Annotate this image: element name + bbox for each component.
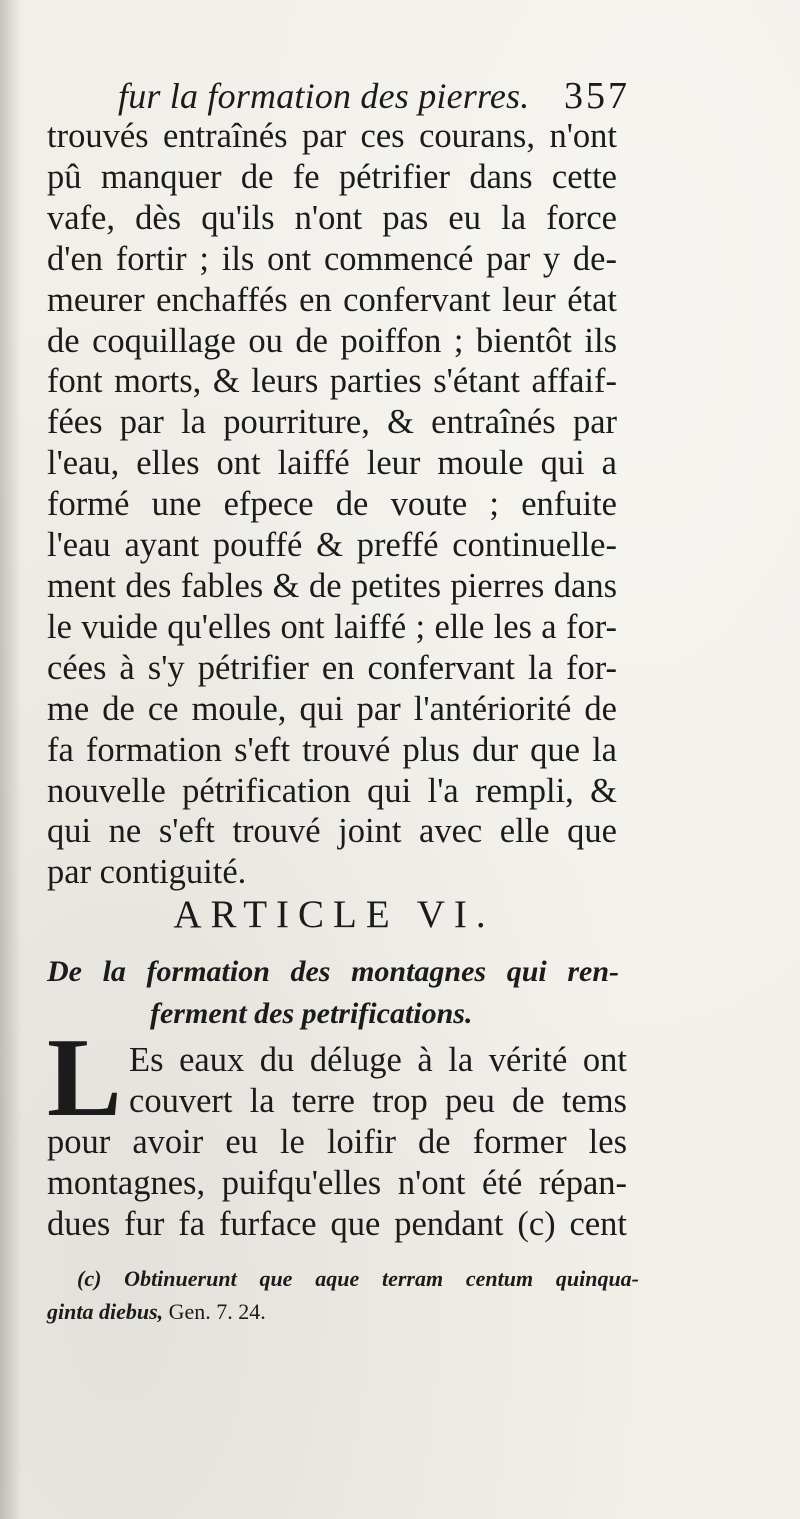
page-header (118, 74, 630, 118)
text-line: trouvés entraînés par ces courans, n'ont (47, 117, 617, 155)
text-line: cées à s'y pétrifier en confervant la for- (47, 648, 617, 687)
text-line: le vuide qu'elles ont laiffé ; elle les a for- (47, 607, 617, 646)
text-line: qui ne s'eft trouvé joint avec elle que (47, 812, 617, 851)
footnote-line: (c) Obtinuerunt que aque terram centum quinqua- (77, 1266, 639, 1291)
footnote (47, 1262, 639, 1328)
text-line: vafe, dès qu'ils n'ont pas eu la force (47, 198, 617, 237)
text-line: font morts, & leurs parties s'étant affaif- (47, 362, 617, 401)
text-line: dues fur fa furface que pendant (c) cent (47, 1204, 627, 1243)
footnote-line (47, 1295, 639, 1328)
text-line: l'eau ayant pouffé & preffé continuelle- (47, 526, 617, 565)
text-line: pour avoir eu le loifir de former les (47, 1122, 627, 1161)
text-line: me de ce moule, qui par l'antériorité de (47, 689, 617, 728)
subtitle-line: De la formation des montagnes qui ren- (47, 955, 619, 988)
text-line: Es eaux du déluge à la vérité ont (129, 1041, 627, 1079)
article-subtitle (47, 951, 619, 1035)
text-line: d'en fortir ; ils ont commencé par y de- (47, 239, 617, 278)
text-line: fa formation s'eft trouvé plus dur que la (47, 730, 617, 769)
footnote-reference: Gen. 7. 24. (168, 1299, 266, 1324)
text-line: formé une efpece de voute ; enfuite (47, 485, 617, 524)
text-line: couvert la terre trop peu de tems (129, 1081, 627, 1120)
text-line: de coquillage ou de poiffon ; bientôt ils (47, 321, 617, 360)
subtitle-line: ferment des petrifications. (150, 997, 473, 1030)
text-line: fées par la pourriture, & entraînés par (47, 403, 617, 442)
text-line: l'eau, elles ont laiffé leur moule qui a (47, 444, 617, 483)
text-line: par contiguité. (47, 853, 247, 892)
text-line: meurer enchaffés en confervant leur état (47, 280, 617, 319)
text-line: pû manquer de fe pétrifier dans cette (47, 157, 617, 196)
running-title: fur la formation des pierres. (118, 76, 530, 116)
text-line: montagnes, puifqu'elles n'ont été répan- (47, 1163, 627, 1202)
footnote-italic: ginta diebus, (47, 1299, 164, 1324)
text-line: nouvelle pétrification qui l'a rempli, & (47, 771, 617, 810)
article-heading: ARTICLE VI. (173, 893, 495, 936)
body-paragraph (47, 116, 617, 893)
text-line: ment des fables & de petites pierres dans (47, 566, 617, 605)
drop-cap (47, 1016, 123, 1140)
second-paragraph (47, 1016, 627, 1245)
page-number: 357 (564, 75, 630, 117)
drop-cap-letter: L (47, 1016, 122, 1140)
gutter-shadow (0, 0, 22, 1519)
